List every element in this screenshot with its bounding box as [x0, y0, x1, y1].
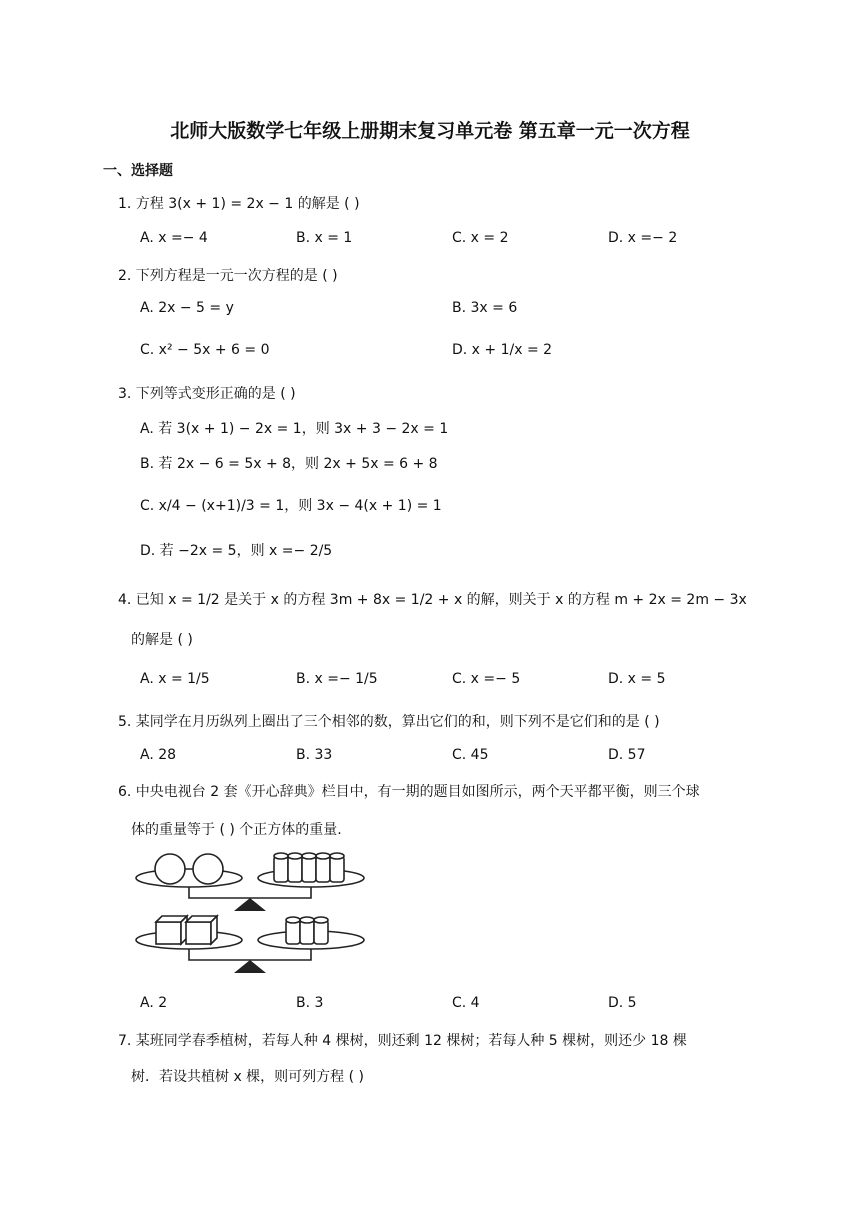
section-heading: 一、选择题	[103, 163, 173, 179]
q5-option-c: C. 45	[452, 747, 489, 763]
q4-option-d: D. x = 5	[608, 671, 666, 687]
q2-option-a: A. 2x − 5 = y	[140, 300, 234, 316]
q1-option-b: B. x = 1	[296, 230, 353, 246]
q2-option-b: B. 3x = 6	[452, 300, 518, 316]
bottom-fulcrum	[234, 960, 266, 973]
page-title: 北师大版数学七年级上册期末复习单元卷 第五章一元一次方程	[170, 120, 690, 142]
top-balance	[136, 853, 364, 898]
q2-option-d: D. x + 1/x = 2	[452, 342, 553, 358]
bottom-balance	[136, 916, 364, 960]
q1-option-c: C. x = 2	[452, 230, 509, 246]
q1-option-a: A. x =− 4	[140, 230, 208, 246]
question-1: 1. 方程 3(x + 1) = 2x − 1 的解是 ( )	[118, 196, 360, 212]
question-4-line2: 的解是 ( )	[131, 632, 193, 648]
question-6-line2: 体的重量等于 ( ) 个正方体的重量.	[131, 822, 342, 838]
q4-option-b: B. x =− 1/5	[296, 671, 378, 687]
q6-option-b: B. 3	[296, 995, 324, 1011]
question-3: 3. 下列等式变形正确的是 ( )	[118, 386, 296, 402]
q4-option-a: A. x = 1/5	[140, 671, 210, 687]
q3-option-a: A. 若 3(x + 1) − 2x = 1，则 3x + 3 − 2x = 1	[140, 421, 449, 437]
question-4: 4. 已知 x = 1/2 是关于 x 的方程 3m + 8x = 1/2 + x 的解，则关于 x 的方程 m + 2x = 2m − 3x	[118, 592, 747, 608]
question-5: 5. 某同学在月历纵列上圈出了三个相邻的数，算出它们的和，则下列不是它们和的是 ( )	[118, 714, 660, 730]
q4-option-c: C. x =− 5	[452, 671, 521, 687]
q5-option-b: B. 33	[296, 747, 333, 763]
q1-option-d: D. x =− 2	[608, 230, 678, 246]
q6-option-d: D. 5	[608, 995, 637, 1011]
q6-option-a: A. 2	[140, 995, 168, 1011]
question-7-line2: 树．若设共植树 x 棵，则可列方程 ( )	[131, 1069, 365, 1085]
question-7: 7. 某班同学春季植树，若每人种 4 棵树，则还剩 12 棵树；若每人种 5 棵树，则还少 18 棵	[118, 1033, 687, 1049]
q3-option-c: C. x/4 − (x+1)/3 = 1，则 3x − 4(x + 1) = 1	[140, 498, 442, 514]
q3-option-b: B. 若 2x − 6 = 5x + 8，则 2x + 5x = 6 + 8	[140, 456, 438, 472]
q2-option-c: C. x² − 5x + 6 = 0	[140, 342, 270, 358]
q6-option-c: C. 4	[452, 995, 480, 1011]
q5-option-a: A. 28	[140, 747, 177, 763]
question-6: 6. 中央电视台 2 套《开心辞典》栏目中，有一期的题目如图所示，两个天平都平衡，则三个球	[118, 784, 700, 800]
top-fulcrum	[234, 898, 266, 911]
question-2: 2. 下列方程是一元一次方程的是 ( )	[118, 268, 338, 284]
q3-option-d: D. 若 −2x = 5，则 x =− 2/5	[140, 543, 333, 559]
q5-option-d: D. 57	[608, 747, 646, 763]
balance-scales-figure	[134, 848, 366, 976]
